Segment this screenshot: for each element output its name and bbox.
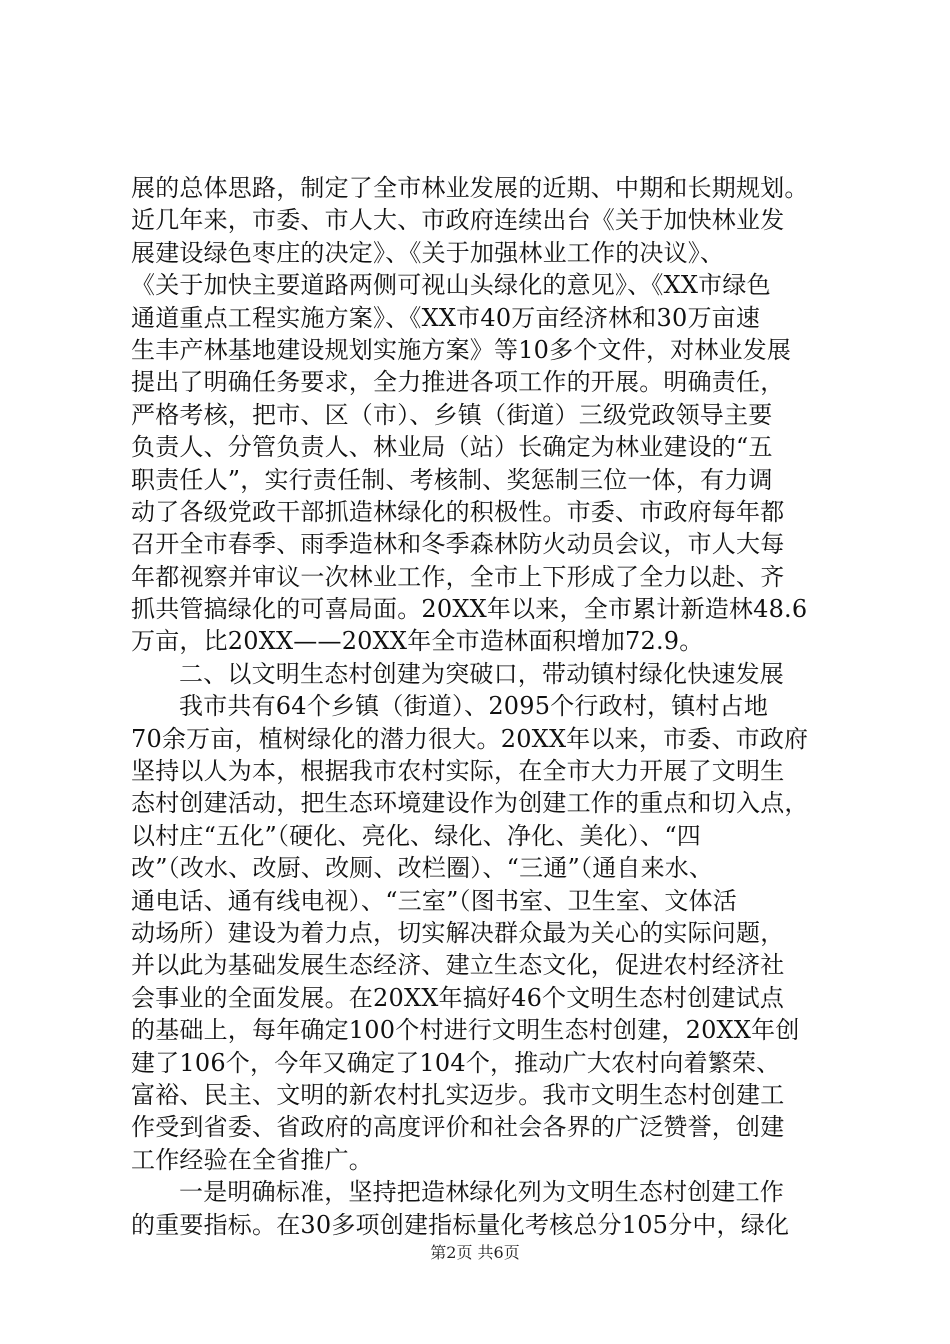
text-line: 的重要指标。在30多项创建指标量化考核总分105分中，绿化 (131, 1210, 790, 1239)
text-line: 动场所）建设为着力点，切实解决群众最为关心的实际问题， (131, 918, 785, 947)
text-line: 我市共有64个乡镇（街道）、2095个行政村，镇村占地 (179, 692, 769, 721)
text-line: 召开全市春季、雨季造林和冬季森林防火动员会议，市人大每 (131, 530, 785, 559)
text-line: 并以此为基础发展生态经济、建立生态文化，促进农村经济社 (131, 951, 785, 980)
text-line: 70余万亩，植树绿化的潜力很大。20XX年以来，市委、市政府 (131, 724, 809, 753)
text-line: 严格考核，把市、区（市）、乡镇（街道）三级党政领导主要 (131, 400, 773, 429)
text-line: 动了各级党政干部抓造林绿化的积极性。市委、市政府每年都 (131, 497, 785, 526)
text-line: 会事业的全面发展。在20XX年搞好46个文明生态村创建试点 (131, 983, 785, 1012)
text-line: 展建设绿色枣庄的决定》、《关于加强林业工作的决议》、 (131, 238, 725, 267)
text-line: 提出了明确任务要求，全力推进各项工作的开展。明确责任， (131, 368, 785, 397)
text-line: 的基础上，每年确定100个村进行文明生态村创建，20XX年创 (131, 1016, 800, 1045)
text-line: 以村庄“五化”（硬化、亮化、绿化、净化、美化）、“四 (131, 821, 702, 850)
text-line: 《关于加快主要道路两侧可视山头绿化的意见》、《XX市绿色 (131, 271, 771, 300)
text-line: 抓共管搞绿化的可喜局面。20XX年以来，全市累计新造林48.6 (131, 595, 808, 624)
text-line: 坚持以人为本，根据我市农村实际，在全市大力开展了文明生 (131, 757, 785, 786)
text-line: 工作经验在全省推广。 (131, 1145, 373, 1174)
text-line: 一是明确标准，坚持把造林绿化列为文明生态村创建工作 (179, 1178, 784, 1207)
text-line: 富裕、民主、文明的新农村扎实迈步。我市文明生态村创建工 (131, 1080, 785, 1109)
text-line: 态村创建活动，把生态环境建设作为创建工作的重点和切入点， (131, 789, 809, 818)
text-line: 通道重点工程实施方案》、《XX市40万亩经济林和30万亩速 (131, 303, 761, 332)
text-line: 负责人、分管负责人、林业局（站）长确定为林业建设的“五 (131, 433, 773, 462)
text-line: 建了106个，今年又确定了104个，推动广大农村向着繁荣、 (131, 1048, 781, 1077)
section-heading: 二、以文明生态村创建为突破口，带动镇村绿化快速发展 (179, 659, 784, 688)
document-body (131, 172, 831, 1241)
page-footer: 第2页 共6页 (430, 1243, 520, 1262)
text-line: 生丰产林基地建设规划实施方案》等10多个文件，对林业发展 (131, 335, 792, 364)
text-line: 作受到省委、省政府的高度评价和社会各界的广泛赞誉，创建 (131, 1113, 785, 1142)
text-line: 万亩，比20XX——20XX年全市造林面积增加72.9。 (131, 627, 704, 656)
text-line: 近几年来，市委、市人大、市政府连续出台《关于加快林业发 (131, 206, 785, 235)
text-line: 职责任人”，实行责任制、考核制、奖惩制三位一体，有力调 (131, 465, 773, 494)
text-line: 改”（改水、改厨、改厕、改栏圈）、“三通”（通自来水、 (131, 854, 714, 883)
text-line: 通电话、通有线电视）、“三室”（图书室、卫生室、文体活 (131, 886, 737, 915)
text-line: 年都视察并审议一次林业工作，全市上下形成了全力以赴、齐 (131, 562, 785, 591)
text-line: 展的总体思路，制定了全市林业发展的近期、中期和长期规划。 (131, 174, 809, 202)
